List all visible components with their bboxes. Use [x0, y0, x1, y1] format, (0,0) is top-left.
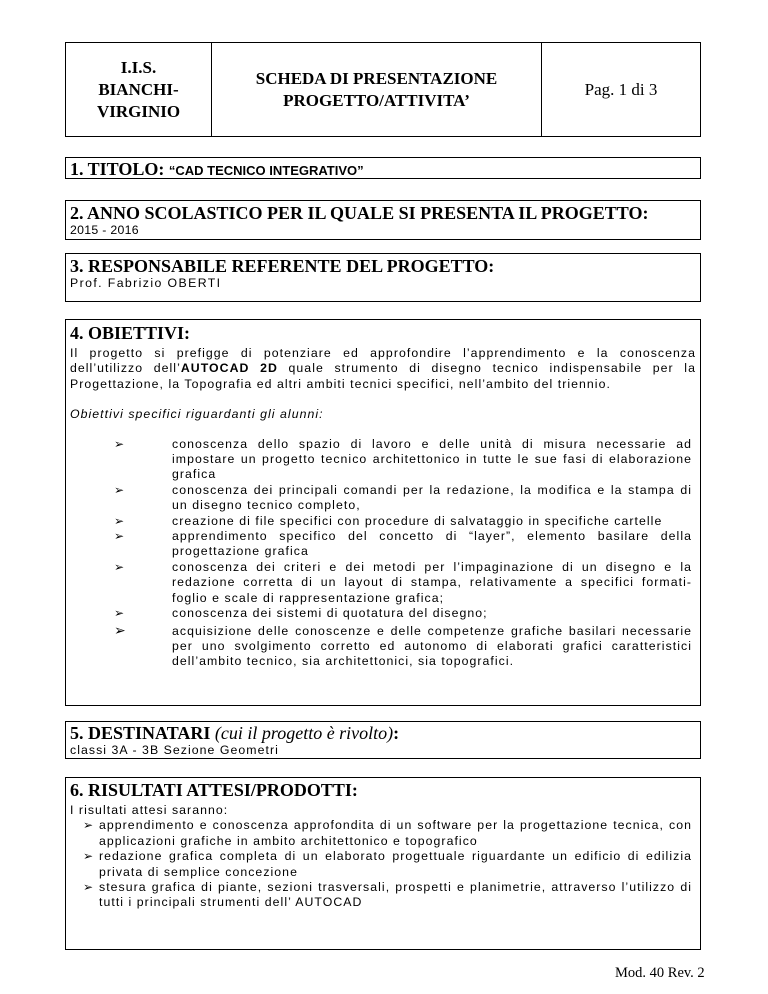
arrow-bullet-icon: ➢ — [83, 880, 95, 895]
section-recipients — [65, 721, 701, 759]
results-list — [66, 818, 700, 910]
document-title — [212, 43, 542, 136]
section-title — [65, 157, 701, 179]
section-school-year — [65, 200, 701, 240]
project-title: “CAD TECNICO INTEGRATIVO” — [168, 163, 364, 178]
school-year: 2015 - 2016 — [70, 223, 139, 237]
list-item: ➢ apprendimento e conoscenza approfondita di un software per la progettazione tecnica, con applicazioni grafiche in ambito architettonico e topografico — [83, 818, 692, 848]
school-line-3: VIRGINIO — [96, 101, 181, 121]
responsible-name: Prof. Fabrizio OBERTI — [70, 276, 222, 290]
section-6-label: 6. RISULTATI ATTESI/PRODOTTI: — [70, 780, 358, 800]
objectives-list — [66, 437, 700, 670]
section-4-label: 4. OBIETTIVI: — [70, 323, 191, 343]
arrow-bullet-icon: ➢ — [114, 529, 126, 544]
section-1-label: 1. TITOLO: — [70, 159, 169, 179]
list-item: ➢ redazione grafica completa di un elaborato progettuale riguardante un edificio di edilizia privata di semplice concezione — [83, 849, 692, 879]
arrow-bullet-icon: ➢ — [83, 818, 95, 833]
list-item: ➢ apprendimento specifico del concetto di “layer”, elemento basilare della progettazione grafica — [114, 529, 692, 559]
title-line-2: PROGETTO/ATTIVITA’ — [283, 90, 470, 110]
school-name — [66, 43, 212, 136]
results-intro: I risultati attesi saranno: — [70, 803, 229, 817]
arrow-bullet-icon: ➢ — [114, 482, 126, 497]
document-header — [65, 42, 701, 137]
list-item: ➢ creazione di file specifici con procedure di salvataggio in specifiche cartelle — [114, 513, 663, 528]
arrow-bullet-icon: ➢ — [114, 606, 126, 621]
list-item: ➢ conoscenza dei principali comandi per la redazione, la modifica e la stampa di un disegno tecnico completo, — [114, 482, 692, 513]
school-line-2: BIANCHI- — [98, 79, 179, 99]
section-objectives — [65, 319, 701, 706]
autocad-2d-label: AUTOCAD 2D — [180, 361, 278, 376]
arrow-bullet-icon: ➢ — [114, 513, 126, 528]
school-line-1: I.I.S. — [120, 57, 157, 77]
title-line-1: SCHEDA DI PRESENTAZIONE — [255, 68, 498, 88]
section-3-label: 3. RESPONSABILE REFERENTE DEL PROGETTO: — [70, 256, 495, 276]
arrow-bullet-icon: ➢ — [114, 559, 126, 574]
list-item: ➢ conoscenza dello spazio di lavoro e delle unità di misura necessarie ad impostare un progetto tecnico architettonico in tutte le sue fasi di elaborazione grafica — [114, 436, 692, 482]
list-item: ➢ conoscenza dei criteri e dei metodi per l’impaginazione di un disegno e la redazione corretta di un layout di stampa, relativamente a specifici formati-foglio e scale di rappresentazione grafica; — [114, 559, 692, 605]
section-responsible — [65, 253, 701, 302]
specific-objectives-heading: Obiettivi specifici riguardanti gli alunni: — [70, 407, 324, 422]
form-revision: Mod. 40 Rev. 2 — [615, 965, 705, 981]
section-5-label: 5. DESTINATARI (cui il progetto è rivolto): — [70, 723, 400, 743]
recipients-value: classi 3A - 3B Sezione Geometri — [70, 743, 279, 757]
page-number: Pag. 1 di 3 — [584, 79, 658, 99]
list-item: ➢ stesura grafica di piante, sezioni trasversali, prospetti e planimetrie, attraverso l’utilizzo di tutti i principali strumenti dell’ AUTOCAD — [83, 880, 692, 910]
arrow-bullet-icon: ➢ — [83, 849, 95, 864]
list-item: ➢ conoscenza dei sistemi di quotatura del disegno; — [114, 606, 488, 621]
list-item: ➢ acquisizione delle conoscenze e delle competenze grafiche basilari necessarie per uno svolgimento corretto ed autonomo di elaborati grafici caratteristici dell’ambito tecnico, sia architettonici, sia topografici. — [114, 622, 692, 669]
objectives-intro: Il progetto si prefigge di potenziare ed approfondire l’apprendimento e la conoscenza dell’utilizzo dell’AUTOCAD 2D quale strumento di disegno tecnico indispensabile per la Progettazione, la Topografia ed altri ambiti tecnici specifici, nell’ambito del triennio. — [70, 346, 696, 391]
section-expected-results — [65, 777, 701, 950]
section-2-label: 2. ANNO SCOLASTICO PER IL QUALE SI PRESENTA IL PROGETTO: — [70, 203, 649, 223]
arrow-bullet-icon: ➢ — [114, 622, 127, 639]
arrow-bullet-icon: ➢ — [114, 436, 126, 451]
